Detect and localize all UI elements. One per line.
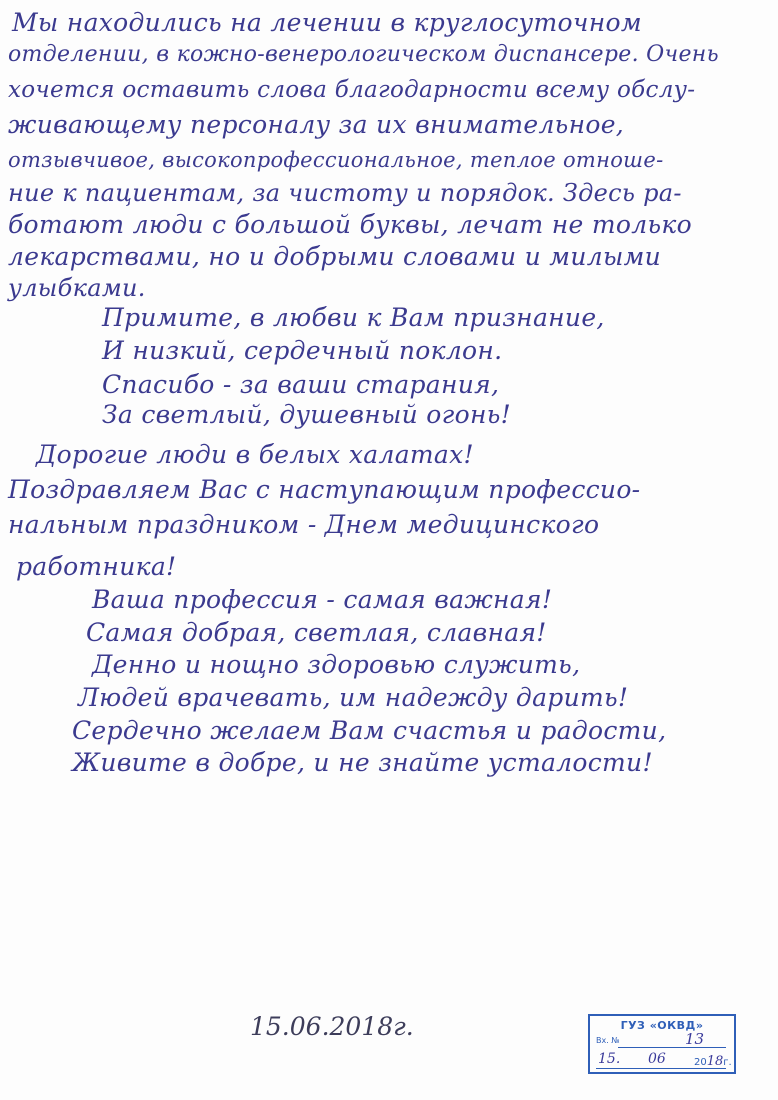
stamp-month: 06 — [648, 1051, 666, 1067]
letter-line: улыбками. — [8, 274, 146, 302]
stamp-day: 15. — [598, 1051, 621, 1067]
letter-line: отзывчивое, высокопрофессиональное, теплое отноше- — [8, 148, 664, 172]
letter-line: ние к пациентам, за чистоту и порядок. Здесь ра- — [8, 179, 682, 207]
letter-line: нальным праздником - Днем медицинского — [8, 510, 600, 539]
letter-line: Мы находились на лечении в круглосуточном — [12, 8, 642, 37]
poem-line: Примите, в любви к Вам признание, — [102, 303, 605, 332]
letter-line: отделении, в кожно-венерологическом диспансере. Очень — [8, 42, 719, 67]
letter-line: ботают люди с большой буквы, лечат не только — [8, 210, 692, 239]
stamp-year-unit: г. — [723, 1057, 732, 1068]
stamp-number-line — [618, 1047, 726, 1048]
poem-line: Ваша профессия - самая важная! — [92, 585, 553, 614]
letter-line: живающему персоналу за их внимательное, — [8, 110, 625, 139]
poem-line: Денно и нощно здоровью служить, — [92, 650, 581, 679]
stamp-year-suffix: 18 — [706, 1054, 724, 1069]
poem-line: За светлый, душевный огонь! — [102, 400, 511, 429]
letter-line: хочется оставить слова благодарности всему обслу- — [8, 77, 696, 103]
stamp-number: 13 — [685, 1030, 705, 1048]
stamp-year — [694, 1054, 732, 1069]
poem-line: И низкий, сердечный поклон. — [102, 336, 503, 365]
letter-line: Дорогие люди в белых халатах! — [36, 440, 474, 469]
poem-line: Людей врачевать, им надежду дарить! — [78, 683, 629, 712]
registration-stamp — [588, 1014, 736, 1074]
letter-date: 15.06.2018г. — [250, 1012, 414, 1041]
letter-line: лекарствами, но и добрыми словами и милыми — [8, 242, 662, 271]
poem-line: Спасибо - за ваши старания, — [102, 370, 500, 399]
stamp-organization: ГУЗ «ОКВД» — [620, 1019, 704, 1032]
stamp-year-prefix: 20 — [694, 1057, 707, 1068]
stamp-incoming-label: Вх. № — [596, 1036, 620, 1045]
poem-line: Сердечно желаем Вам счастья и радости, — [72, 716, 667, 745]
poem-line: Самая добрая, светлая, славная! — [86, 618, 547, 647]
letter-line: работника! — [16, 552, 177, 581]
letter-line: Поздравляем Вас с наступающим профессио- — [8, 475, 641, 504]
poem-line: Живите в добре, и не знайте усталости! — [72, 748, 653, 777]
